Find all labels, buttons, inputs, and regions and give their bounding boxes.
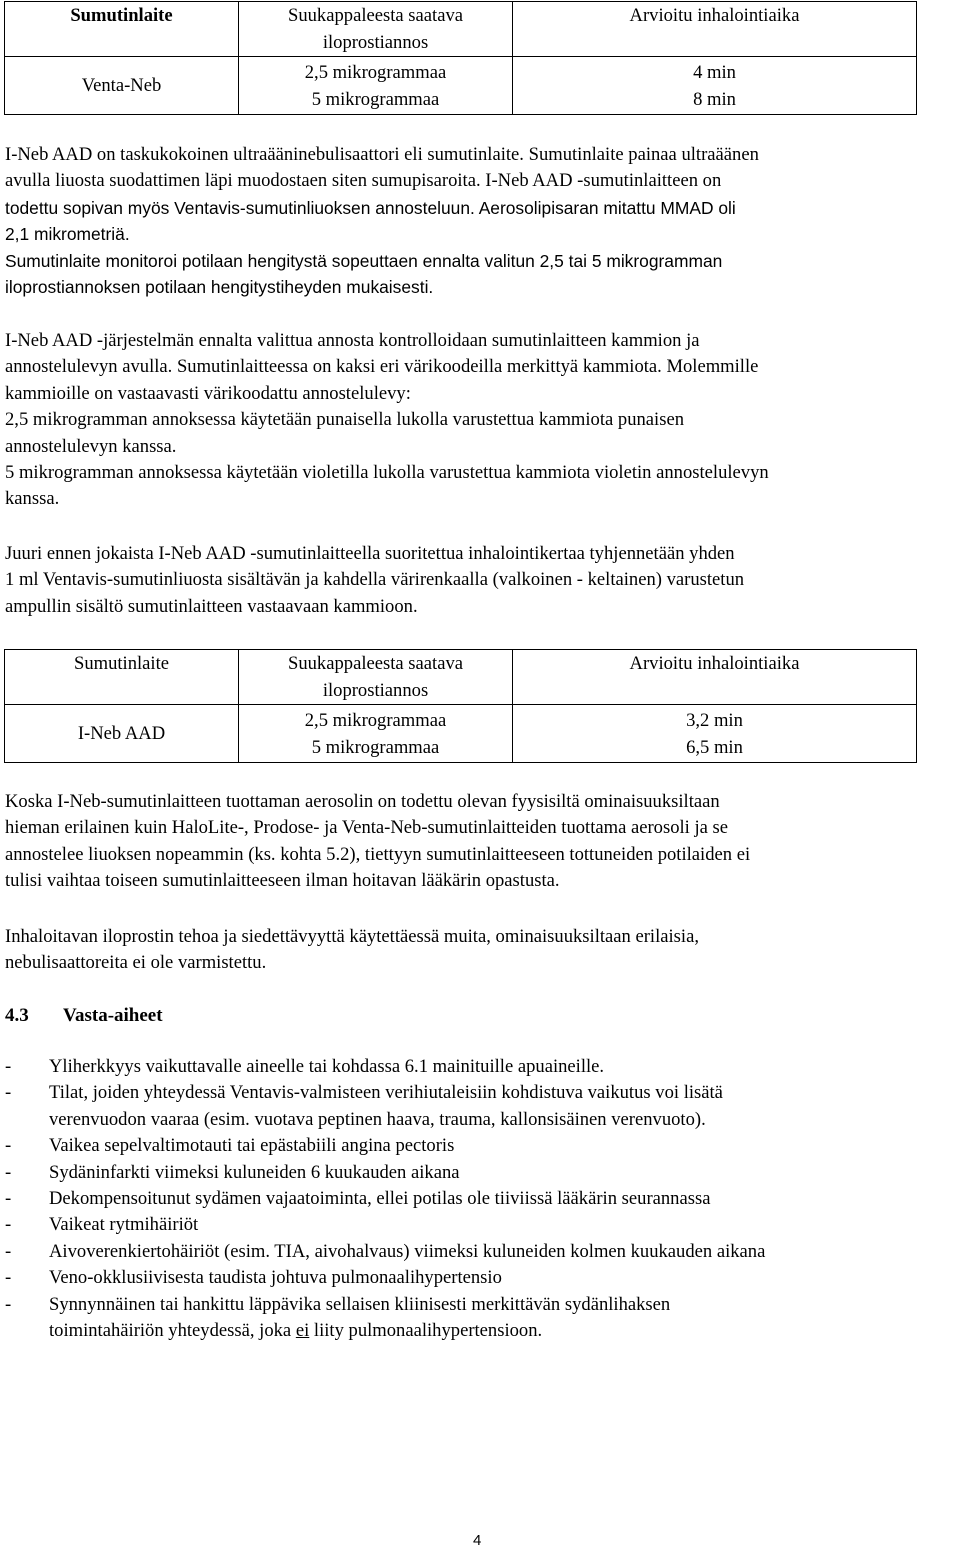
list-item: [5, 1160, 957, 1186]
time-value: 3,2 min: [686, 709, 743, 731]
paragraph-ampoule: [5, 541, 957, 620]
list-dash: -: [5, 1161, 12, 1183]
table-header-row: [5, 2, 917, 57]
header-time: Arvioitu inhalointiaika: [513, 650, 917, 705]
paragraph-ineb-description: [5, 142, 957, 300]
text-line: iloprostiannoksen potilaan hengitystiheyden mukaisesti.: [5, 277, 434, 298]
text-line: Tilat, joiden yhteydessä Ventavis-valmisteen verihiutaleisiin kohdistuva vaikutus voi lisätä: [49, 1082, 723, 1104]
text-line: Sumutinlaite monitoroi potilaan hengitystä sopeuttaen ennalta valitun 2,5 tai 5 mikrogramman: [5, 250, 723, 271]
text-line: Inhaloitavan iloprostin tehoa ja siedettävyyttä käytettäessä muita, ominaisuuksiltaan erilaisia,: [5, 926, 699, 947]
list-dash: -: [5, 1056, 12, 1077]
header-dose-line: Suukappaleesta saatava: [287, 5, 463, 26]
header-dose-line: Suukappaleesta saatava: [287, 653, 463, 674]
list-item: [5, 1265, 957, 1291]
text-line: Koska I-Neb-sumutinlaitteen tuottaman aerosolin on todettu olevan fyysisiltä ominaisuuksiltaan: [5, 791, 720, 812]
list-item: [5, 1186, 957, 1212]
contraindication-list: [5, 1054, 957, 1344]
dose-value: 2,5 mikrogrammaa: [304, 61, 447, 83]
paragraph-other-nebulisers: [5, 924, 957, 977]
header-device: Sumutinlaite: [5, 2, 239, 57]
dose-value: 5 mikrogrammaa: [311, 88, 440, 110]
list-item: [5, 1054, 957, 1080]
cell-doses: [239, 705, 513, 763]
text-line: kanssa.: [5, 488, 60, 510]
text-line: 2,1 mikrometriä.: [5, 224, 130, 245]
list-dash: -: [5, 1135, 12, 1157]
paragraph-dose-control: [5, 328, 957, 513]
section-title: Vasta-aiheet: [63, 1005, 163, 1026]
cell-times: [513, 57, 917, 115]
time-value: 4 min: [693, 61, 736, 83]
cell-doses: [239, 57, 513, 115]
text-line: [49, 1318, 957, 1344]
header-dose-line: iloprostiannos: [322, 680, 429, 701]
header-time: Arvioitu inhalointiaika: [513, 2, 917, 57]
text-line: annostelee liuoksen nopeammin (ks. kohta 5.2), tiettyyn sumutinlaitteeseen tottuneiden potilaiden ei: [5, 843, 751, 865]
text-line: Aivoverenkiertohäiriöt (esim. TIA, aivohalvaus) viimeksi kuluneiden kolmen kuukauden aikana: [49, 1240, 766, 1262]
dose-table-venta-neb: [4, 1, 917, 115]
list-item: [5, 1212, 957, 1238]
text-line: Synnynnäinen tai hankittu läppävika sellaisen kliinisesti merkittävän sydänlihaksen: [49, 1293, 671, 1315]
text-line: Yliherkkyys vaikuttavalle aineelle tai kohdassa 6.1 mainituille apuaineille.: [49, 1056, 605, 1077]
list-item: [5, 1080, 957, 1133]
text-line: hieman erilainen kuin HaloLite-, Prodose- ja Venta-Neb-sumutinlaitteiden tuottama aerosoli ja se: [5, 817, 729, 839]
header-dose: [239, 650, 513, 705]
list-item: [5, 1292, 957, 1345]
text-line: kammioille on vastaavasti värikoodattu annostelulevy:: [5, 382, 411, 404]
list-dash: -: [5, 1240, 12, 1262]
dose-table-ineb-aad: [4, 649, 917, 763]
text-line: ampullin sisältö sumutinlaitteen vastaavaan kammioon.: [5, 595, 418, 617]
header-dose-line: iloprostiannos: [322, 32, 429, 53]
time-value: 6,5 min: [686, 736, 743, 758]
text-line: avulla liuosta suodattimen läpi muodostaen siten sumupisaroita. I-Neb AAD -sumutinlaitteen on: [5, 170, 722, 192]
section-number: 4.3: [5, 1005, 29, 1026]
text-line: I-Neb AAD -järjestelmän ennalta valittua annosta kontrolloidaan sumutinlaitteen kammion ja: [5, 330, 700, 351]
text-line: annostelulevyn avulla. Sumutinlaitteessa on kaksi eri värikoodeilla merkittyä kammiota. Molemmille: [5, 356, 759, 378]
text-line: Veno-okklusiivisesta taudista johtuva pulmonaalihypertensio: [49, 1267, 502, 1289]
dose-value: 5 mikrogrammaa: [311, 736, 440, 758]
paragraph-device-switch: [5, 789, 957, 895]
table-row: [5, 57, 917, 115]
dose-value: 2,5 mikrogrammaa: [304, 709, 447, 731]
text-line: Juuri ennen jokaista I-Neb AAD -sumutinlaitteella suoritettua inhalointikertaa tyhjennetään yhden: [5, 543, 735, 564]
page-number: 4: [473, 1532, 482, 1549]
time-value: 8 min: [693, 88, 736, 110]
text-line: Vaikeat rytmihäiriöt: [49, 1214, 199, 1236]
text-line: Sydäninfarkti viimeksi kuluneiden 6 kuukauden aikana: [49, 1161, 460, 1183]
list-dash: -: [5, 1267, 12, 1289]
header-dose: [239, 2, 513, 57]
section-heading: [5, 1003, 163, 1029]
text-line: nebulisaattoreita ei ole varmistettu.: [5, 952, 267, 974]
text-line: 2,5 mikrogramman annoksessa käytetään punaisella lukolla varustettua kammiota punaisen: [5, 409, 684, 431]
list-dash: -: [5, 1188, 12, 1210]
text-line: I-Neb AAD on taskukokoinen ultraääninebulisaattori eli sumutinlaite. Sumutinlaite painaa ultraäänen: [5, 144, 759, 165]
text-line: todettu sopivan myös Ventavis-sumutinliuoksen annosteluun. Aerosolipisaran mitattu MMAD oli: [5, 197, 736, 218]
cell-times: [513, 705, 917, 763]
underlined-word: ei: [295, 1320, 310, 1342]
text-segment: liity pulmonaalihypertensioon.: [309, 1320, 543, 1342]
list-dash: -: [5, 1214, 12, 1236]
list-dash: -: [5, 1293, 12, 1315]
text-line: Dekompensoitunut sydämen vajaatoiminta, ellei potilas ole tiiviissä lääkärin seurannassa: [49, 1188, 711, 1210]
header-device: Sumutinlaite: [5, 650, 239, 705]
text-line: tulisi vaihtaa toiseen sumutinlaitteeseen ilman hoitavan lääkärin opastusta.: [5, 870, 560, 892]
text-line: verenvuodon vaaraa (esim. vuotava peptinen haava, trauma, kallonsisäinen verenvuoto).: [49, 1108, 706, 1130]
list-item: [5, 1239, 957, 1265]
cell-device: I-Neb AAD: [5, 705, 239, 763]
table-header-row: [5, 650, 917, 705]
text-segment: toimintahäiriön yhteydessä, joka: [49, 1320, 296, 1342]
text-line: Vaikea sepelvaltimotauti tai epästabiili angina pectoris: [49, 1135, 455, 1157]
text-line: 1 ml Ventavis-sumutinliuosta sisältävän ja kahdella värirenkaalla (valkoinen - keltainen) varustetun: [5, 569, 745, 591]
list-item: [5, 1133, 957, 1159]
cell-device: Venta-Neb: [5, 57, 239, 115]
list-dash: -: [5, 1082, 12, 1104]
text-line: 5 mikrogramman annoksessa käytetään violetilla lukolla varustettua kammiota violetin annostelulevyn: [5, 462, 769, 484]
text-line: annostelulevyn kanssa.: [5, 435, 177, 457]
table-row: [5, 705, 917, 763]
